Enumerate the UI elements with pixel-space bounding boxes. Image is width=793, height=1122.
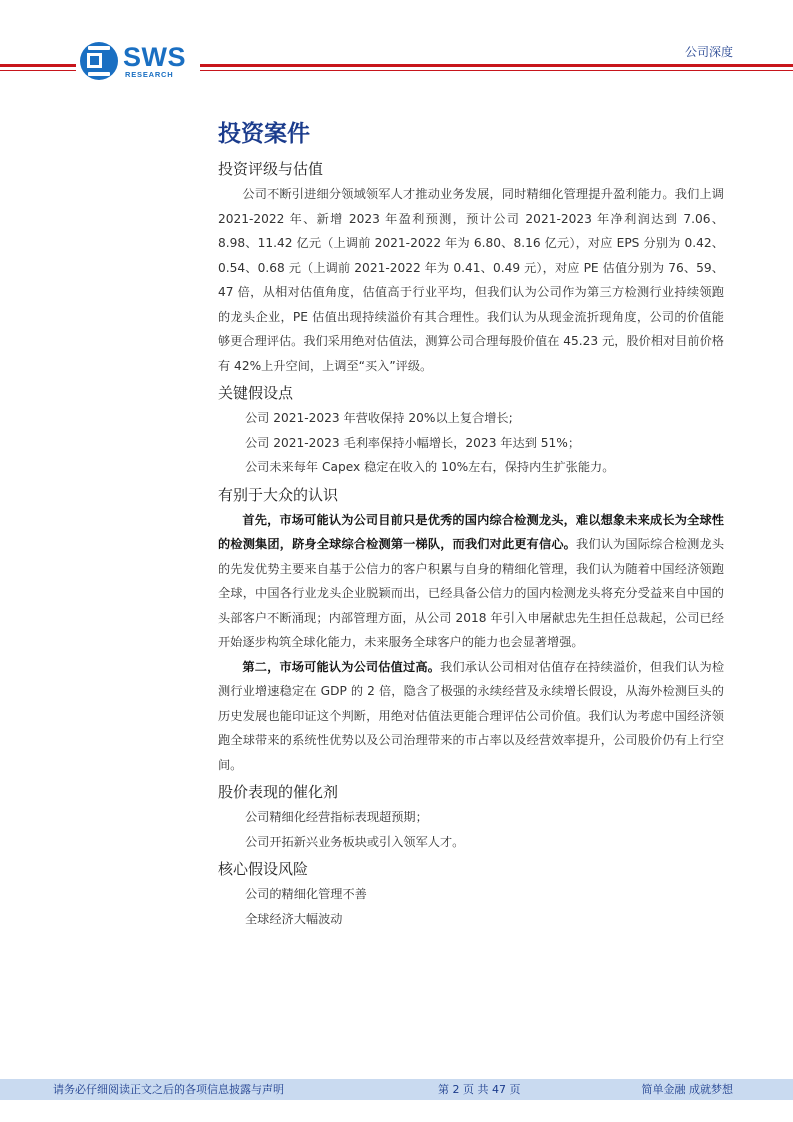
differentiated-view-paragraph-2	[218, 655, 724, 778]
section-heading-assumptions: 关键假设点	[218, 384, 294, 402]
footer-disclaimer: 请务必仔细阅读正文之后的各项信息披露与声明	[53, 1083, 284, 1096]
list-item: 公司开拓新兴业务板块或引入领军人才。	[245, 834, 465, 849]
page-header	[0, 0, 793, 90]
report-type-tag: 公司深度	[684, 45, 733, 59]
header-rule-thin-right	[200, 70, 793, 71]
list-item: 公司的精细化管理不善	[245, 887, 367, 901]
header-rule-thin-left	[0, 70, 76, 71]
list-item: 全球经济大幅波动	[245, 911, 343, 926]
page-footer	[0, 1079, 793, 1100]
section-heading-risks: 核心假设风险	[218, 860, 309, 878]
paragraph-body: 我们认为国际综合检测龙头的先发优势主要来自基于公信力的客户积累与自身的精细化管理，我们认为随着中国经济领跑全球，中国各行业龙头企业脱颖而出，已经具备公信力的国内检测龙头将充分受益来自中国的头部客户不断涌现；内部管理方面，从公司 2018 年引入申屠献忠先生担任总裁起，公司已经开始逐步构筑全球化能力，未来服务全球客户的能力也会显著增强。	[218, 537, 725, 649]
footer-slogan: 简单金融 成就梦想	[641, 1083, 733, 1096]
differentiated-view-paragraph-1	[218, 508, 724, 655]
sws-logo	[80, 42, 190, 82]
list-item: 公司未来每年 Capex 稳定在收入的 10%左右，保持内生扩张能力。	[245, 460, 615, 474]
header-rule-right	[200, 64, 793, 67]
logo-subtext: RESEARCH	[125, 70, 174, 79]
list-item: 公司 2021-2023 毛利率保持小幅增长，2023 年达到 51%；	[245, 435, 581, 450]
bold-lead: 第二，市场可能认为公司估值过高。	[242, 659, 441, 674]
main-content	[218, 118, 724, 931]
paragraph-body: 我们承认公司相对估值存在持续溢价，但我们认为检测行业增速稳定在 GDP 的 2 倍，隐含了极强的永续经营及永续增长假设，从海外检测巨头的历史发展也能印证这个判断，用绝对估值法更能合理评估公司价值。我们认为考虑中国经济领跑全球带来的系统性优势以及公司治理带来的市占率以及经营效率提升，公司股价仍有上行空间。	[218, 659, 725, 772]
section-heading-differentiated-view: 有别于大众的认识	[218, 485, 339, 504]
page-number: 第 2 页 共 47 页	[438, 1083, 521, 1096]
list-item: 公司精细化经营指标表现超预期；	[245, 810, 428, 824]
bold-lead: 首先，市场可能认为公司目前只是优秀的国内综合检测龙头，难以想象未来成长为全球性的检测集团，跻身全球综合检测第一梯队，而我们对此更有信心。	[218, 512, 724, 551]
section-heading-catalysts: 股价表现的催化剂	[218, 783, 339, 801]
section-heading-valuation: 投资评级与估值	[218, 160, 324, 178]
valuation-paragraph: 公司不断引进细分领域领军人才推动业务发展，同时精细化管理提升盈利能力。我们上调 2021-2022 年、新增 2023 年盈利预测，预计公司 2021-2023 年净利润达到 7.06、8.98、11.42 亿元（上调前 2021-2022 年为 6.80、8.16 亿元），对应 EPS 分别为 0.42、0.54、0.68 元（上调前 2021-2022 年为 0.41、0.49 元），对应 PE 估值分别为 76、59、47 倍，从相对估值角度，估值高于行业平均，但我们认为公司作为第三方检测行业持续领跑的龙头企业，PE 估值出现持续溢价有其合理性。我们认为从现金流折现角度，公司的价值能够更合理评估。我们采用绝对估值法，测算公司合理每股价值在 45.23 元，股价相对目前价格有 42%上升空间，上调至“买入”评级。	[218, 187, 724, 373]
header-rule-left	[0, 64, 76, 67]
logo-text: SWS	[123, 42, 187, 72]
list-item: 公司 2021-2023 年营收保持 20%以上复合增长;	[245, 411, 513, 425]
page-title: 投资案件	[218, 121, 310, 147]
logo-mark-icon	[80, 42, 118, 80]
